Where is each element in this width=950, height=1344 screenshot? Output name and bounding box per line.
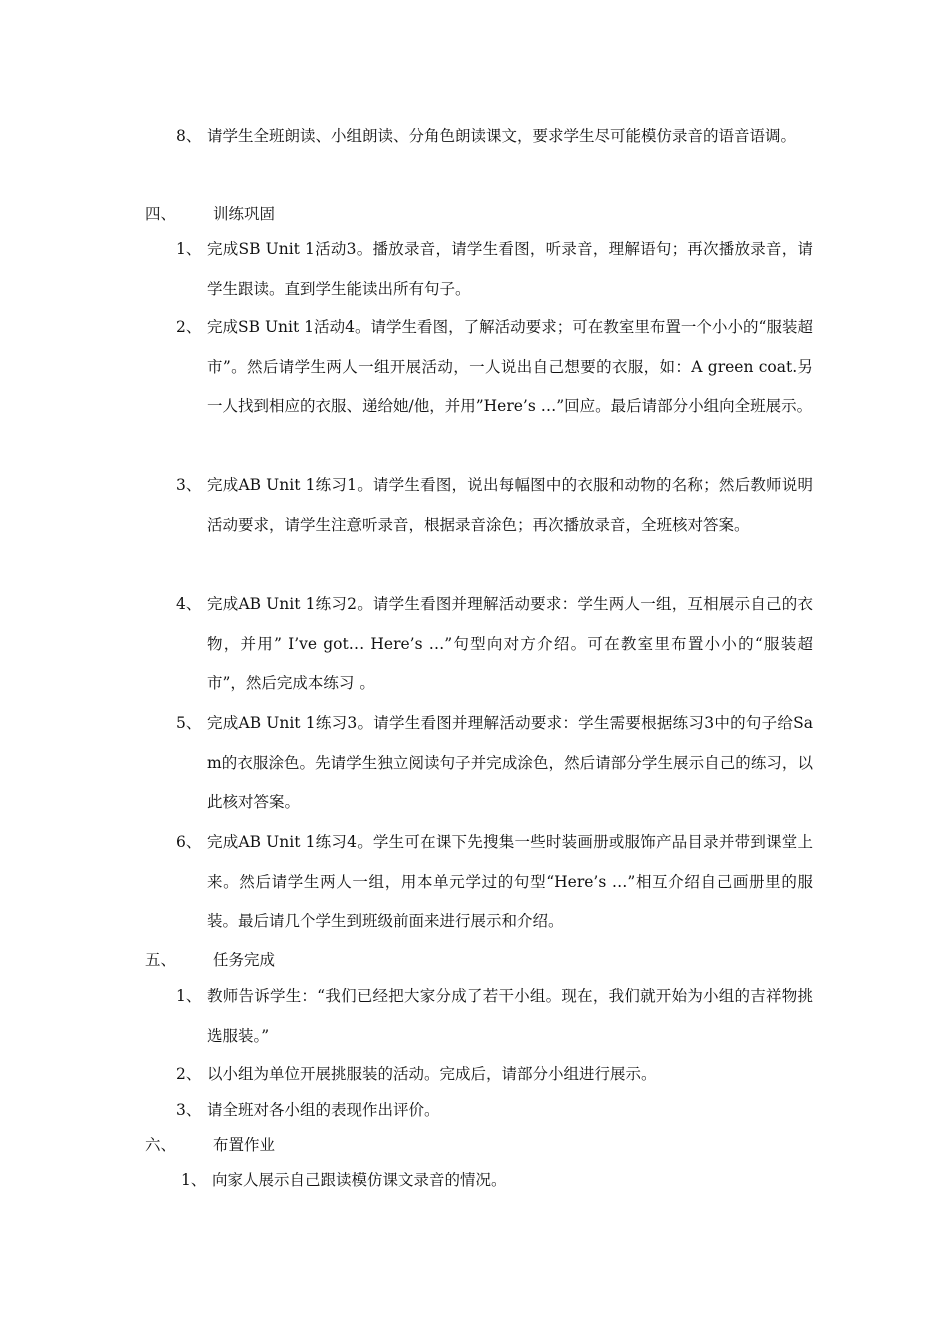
list-item — [176, 977, 816, 1056]
section-number: 四、 — [145, 205, 177, 223]
item-number: 3、 — [176, 476, 202, 494]
item-number: 5、 — [176, 714, 202, 732]
item-number: 8、 — [176, 127, 202, 145]
item-number: 1、 — [176, 987, 202, 1005]
list-item — [176, 704, 816, 823]
list-item — [181, 1161, 821, 1201]
section-heading-4 — [145, 202, 845, 226]
item-text: 以小组为单位开展挑服装的活动。完成后，请部分小组进行展示。 — [207, 1065, 657, 1083]
section-title: 布置作业 — [213, 1136, 276, 1154]
item-number: 2、 — [176, 318, 202, 336]
section-title: 任务完成 — [213, 951, 276, 969]
list-item — [176, 823, 816, 942]
item-number: 4、 — [176, 595, 202, 613]
list-item — [176, 466, 816, 545]
section-heading-6 — [145, 1133, 845, 1157]
item-text: 请全班对各小组的表现作出评价。 — [207, 1101, 440, 1119]
section-number: 五、 — [145, 951, 177, 969]
section-title: 训练巩固 — [213, 205, 276, 223]
section-number: 六、 — [145, 1136, 177, 1154]
item-text: 完成SB Unit 1活动4。请学生看图，了解活动要求；可在教室里布置一个小小的“服装超市”。然后请学生两人一组开展活动，一人说出自己想要的衣服，如：A green coat.另一人找到相应的衣服、递给她/他，并用”Here’s …”回应。最后请部分小组向全班展示。 — [207, 318, 813, 416]
item-number: 3、 — [176, 1101, 202, 1119]
list-item — [176, 585, 816, 704]
item-number: 1、 — [181, 1171, 207, 1189]
item-number: 6、 — [176, 833, 202, 851]
item-text: 教师告诉学生：“我们已经把大家分成了若干小组。现在，我们就开始为小组的吉祥物挑选服装。” — [207, 987, 813, 1045]
item-text: 完成AB Unit 1练习4。学生可在课下先搜集一些时装画册或服饰产品目录并带到课堂上来。然后请学生两人一组，用本单元学过的句型“Here’s …”相互介绍自己画册里的服装。最后请几个学生到班级前面来进行展示和介绍。 — [207, 833, 813, 931]
item-text: 完成AB Unit 1练习3。请学生看图并理解活动要求：学生需要根据练习3中的句子给Sam的衣服涂色。先请学生独立阅读句子并完成涂色，然后请部分学生展示自己的练习，以此核对答案。 — [207, 714, 813, 812]
item-number: 1、 — [176, 240, 202, 258]
item-text: 完成SB Unit 1活动3。播放录音，请学生看图，听录音，理解语句；再次播放录音，请学生跟读。直到学生能读出所有句子。 — [207, 240, 813, 298]
list-item — [176, 1091, 816, 1131]
item-number: 2、 — [176, 1065, 202, 1083]
item-text: 完成AB Unit 1练习1。请学生看图，说出每幅图中的衣服和动物的名称；然后教师说明活动要求，请学生注意听录音，根据录音涂色；再次播放录音，全班核对答案。 — [207, 476, 813, 534]
section-heading-5 — [145, 948, 845, 972]
list-item — [176, 1055, 816, 1095]
item-text: 向家人展示自己跟读模仿课文录音的情况。 — [212, 1171, 507, 1189]
list-item — [176, 230, 816, 309]
item-text: 请学生全班朗读、小组朗读、分角色朗读课文，要求学生尽可能模仿录音的语音语调。 — [207, 127, 797, 145]
list-item-8 — [176, 117, 816, 157]
list-item — [176, 308, 816, 427]
item-text: 完成AB Unit 1练习2。请学生看图并理解活动要求：学生两人一组，互相展示自己的衣物，并用” I’ve got… Here’s …”句型向对方介绍。可在教室里布置小小的“服装超市”，然后完成本练习 。 — [207, 595, 813, 693]
